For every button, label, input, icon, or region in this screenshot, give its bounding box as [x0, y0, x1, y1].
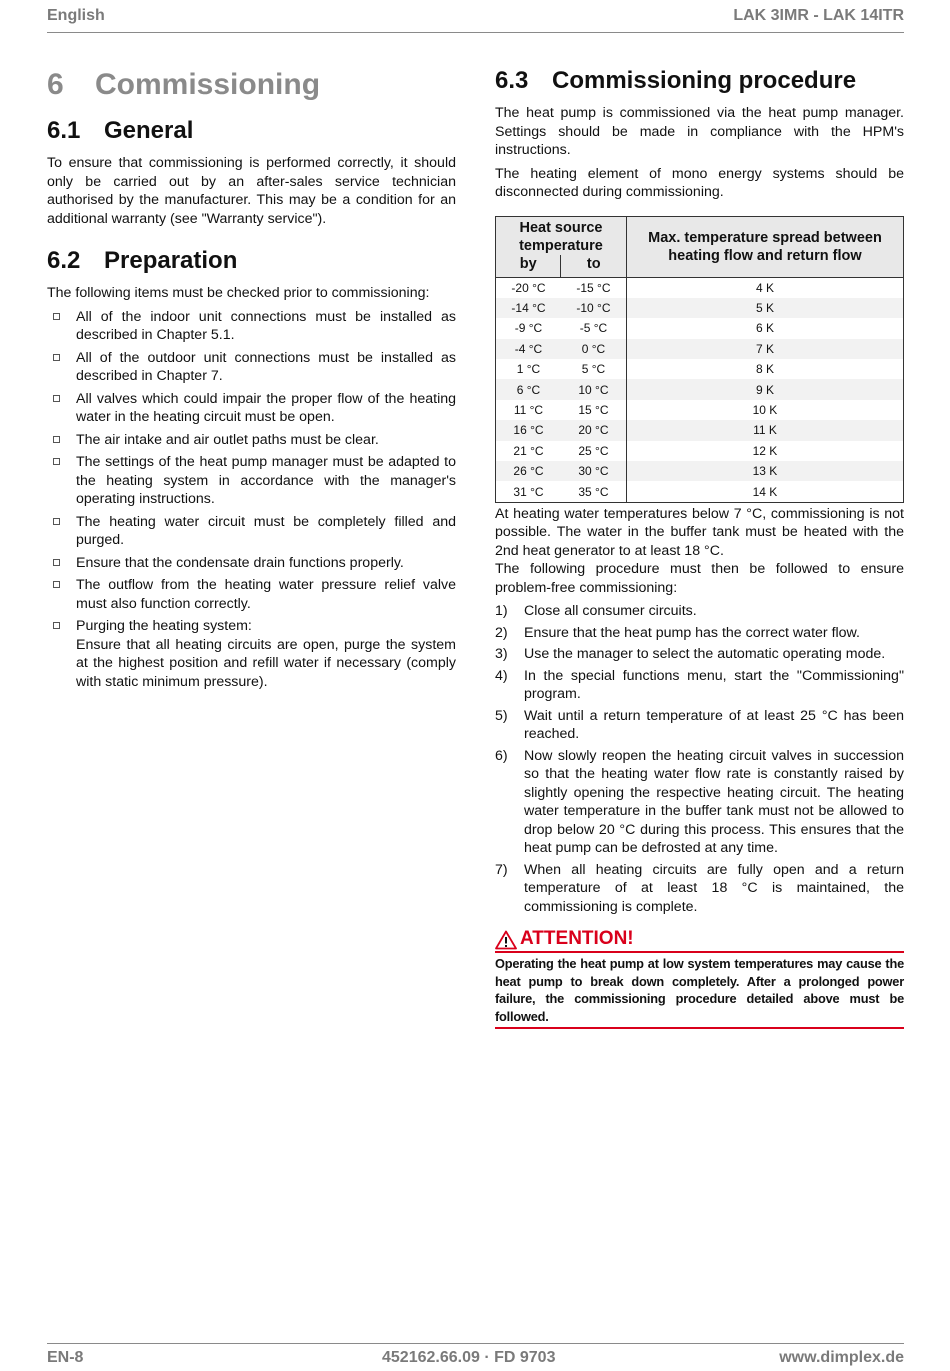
bullet-square-icon — [53, 458, 60, 465]
purging-text: Ensure that all heating circuits are open, purge the system at the highest position and refill water if necessary (comply with static minimum pressure). — [76, 636, 456, 690]
list-item: All of the indoor unit connections must be installed as described in Chapter 5.1. — [47, 308, 456, 345]
list-item: 1) Close all consumer circuits. — [495, 603, 697, 620]
attention-text: Operating the heat pump at low system temperatures may cause the heat pump to break down completely. After a prolonged power failure, the commissioning procedure detailed above must be followed. — [495, 953, 904, 1029]
general-paragraph: To ensure that commissioning is performed correctly, it should only be carried out by an after-sales service technician authorised by the manufacturer. This may be a condition for an additional warranty (see "Warranty service"). — [47, 155, 456, 227]
section-title: Commissioning procedure — [552, 67, 857, 94]
procedure-paragraph-4: The following procedure must then be followed to ensure problem-free commissioning: — [495, 561, 904, 596]
table-row: -20 °C -15 °C 4 K — [496, 277, 904, 298]
chapter-title: Commissioning — [95, 68, 321, 101]
attention-title — [495, 928, 904, 953]
footer-website: www.dimplex.de — [779, 1349, 904, 1366]
section-6-2-heading — [47, 246, 456, 276]
bullet-square-icon — [53, 518, 60, 525]
bullet-square-icon — [53, 395, 60, 402]
attention-box — [495, 928, 904, 1029]
section-6-3-heading — [495, 66, 904, 96]
list-item: 3) Use the manager to select the automatic operating mode. — [495, 646, 886, 663]
table-header-by: by — [496, 255, 561, 278]
preparation-checklist — [47, 308, 456, 692]
table-row: 26 °C 30 °C 13 K — [496, 461, 904, 481]
table-row: 16 °C 20 °C 11 K — [496, 420, 904, 440]
table-row: 1 °C 5 °C 8 K — [496, 359, 904, 379]
footer-document-number: 452162.66.09 · FD 9703 — [382, 1349, 556, 1366]
table-row: -4 °C 0 °C 7 K — [496, 339, 904, 359]
list-item: 2) Ensure that the heat pump has the correct water flow. — [495, 624, 860, 641]
header-model: LAK 3IMR - LAK 14ITR — [733, 7, 904, 24]
list-item: The heating water circuit must be completely filled and purged. — [47, 513, 456, 550]
list-item: 6) Now slowly reopen the heating circuit valves in succession so that the heating water flow rate is constantly raised by slightly opening the respective heating circuit. The heating water temperature in the buffer tank must not be allowed to drop below 20 °C during this process. This ensures that the heat pump can be defrosted at any time. — [495, 747, 904, 857]
preparation-intro: The following items must be checked prior to commissioning: — [47, 285, 430, 301]
procedure-paragraph-3: At heating water temperatures below 7 °C, commissioning is not possible. The water in the buffer tank must be heated with the 2nd heat generator to at least 18 °C. — [495, 505, 904, 559]
table-row: -14 °C -10 °C 5 K — [496, 298, 904, 318]
bullet-square-icon — [53, 354, 60, 361]
section-title: General — [104, 117, 194, 144]
bullet-square-icon — [53, 622, 60, 629]
right-column — [495, 66, 904, 1029]
table-header-heat-source: Heat source temperature — [496, 216, 627, 255]
attention-label: ATTENTION! — [520, 928, 634, 950]
footer-page-number: EN-8 — [47, 1349, 84, 1366]
list-item: The outflow from the heating water pressure relief valve must also function correctly. — [47, 576, 456, 613]
chapter-heading — [47, 66, 456, 104]
bullet-square-icon — [53, 559, 60, 566]
section-number: 6.1 — [47, 117, 81, 144]
list-item: 4) In the special functions menu, start the "Commissioning" program. — [495, 667, 904, 703]
bullet-square-icon — [53, 581, 60, 588]
bullet-square-icon — [53, 436, 60, 443]
procedure-steps — [495, 602, 904, 916]
section-6-1-heading — [47, 116, 456, 146]
purging-title: Purging the heating system: — [76, 618, 252, 634]
procedure-paragraph-1: The heat pump is commissioned via the heat pump manager. Settings should be made in compliance with the HPM's instructions. — [495, 105, 904, 158]
header-language: English — [47, 7, 105, 24]
table-header-to: to — [561, 255, 626, 278]
list-item — [47, 617, 456, 691]
section-title: Preparation — [104, 247, 238, 274]
list-item: The settings of the heat pump manager must be adapted to the heating system in accordance with the manager's operating instructions. — [47, 453, 456, 509]
bullet-square-icon — [53, 313, 60, 320]
list-item: Ensure that the condensate drain functions properly. — [47, 554, 456, 573]
chapter-number: 6 — [47, 68, 64, 101]
table-row: 6 °C 10 °C 9 K — [496, 379, 904, 399]
page-header — [47, 6, 904, 33]
section-number: 6.3 — [495, 67, 529, 94]
list-item: 7) When all heating circuits are fully open and a return temperature of at least 18 °C is maintained, the commissioning is complete. — [495, 861, 904, 915]
warning-triangle-icon — [495, 930, 517, 950]
temperature-spread-table — [495, 216, 904, 503]
left-column — [47, 66, 456, 695]
list-item: The air intake and air outlet paths must be clear. — [47, 431, 456, 450]
procedure-paragraph-2: The heating element of mono energy systems should be disconnected during commissioning. — [495, 165, 904, 200]
page-footer — [47, 1343, 904, 1371]
table-header-max-spread: Max. temperature spread between heating flow and return flow — [626, 216, 903, 277]
table-row: 21 °C 25 °C 12 K — [496, 441, 904, 461]
list-item: 5) Wait until a return temperature of at least 25 °C has been reached. — [495, 707, 904, 743]
table-row: -9 °C -5 °C 6 K — [496, 318, 904, 338]
table-row: 31 °C 35 °C 14 K — [496, 481, 904, 502]
list-item: All of the outdoor unit connections must be installed as described in Chapter 7. — [47, 349, 456, 386]
list-item: All valves which could impair the proper flow of the heating water in the heating circuit must be open. — [47, 390, 456, 427]
table-row: 11 °C 15 °C 10 K — [496, 400, 904, 420]
section-number: 6.2 — [47, 247, 81, 274]
